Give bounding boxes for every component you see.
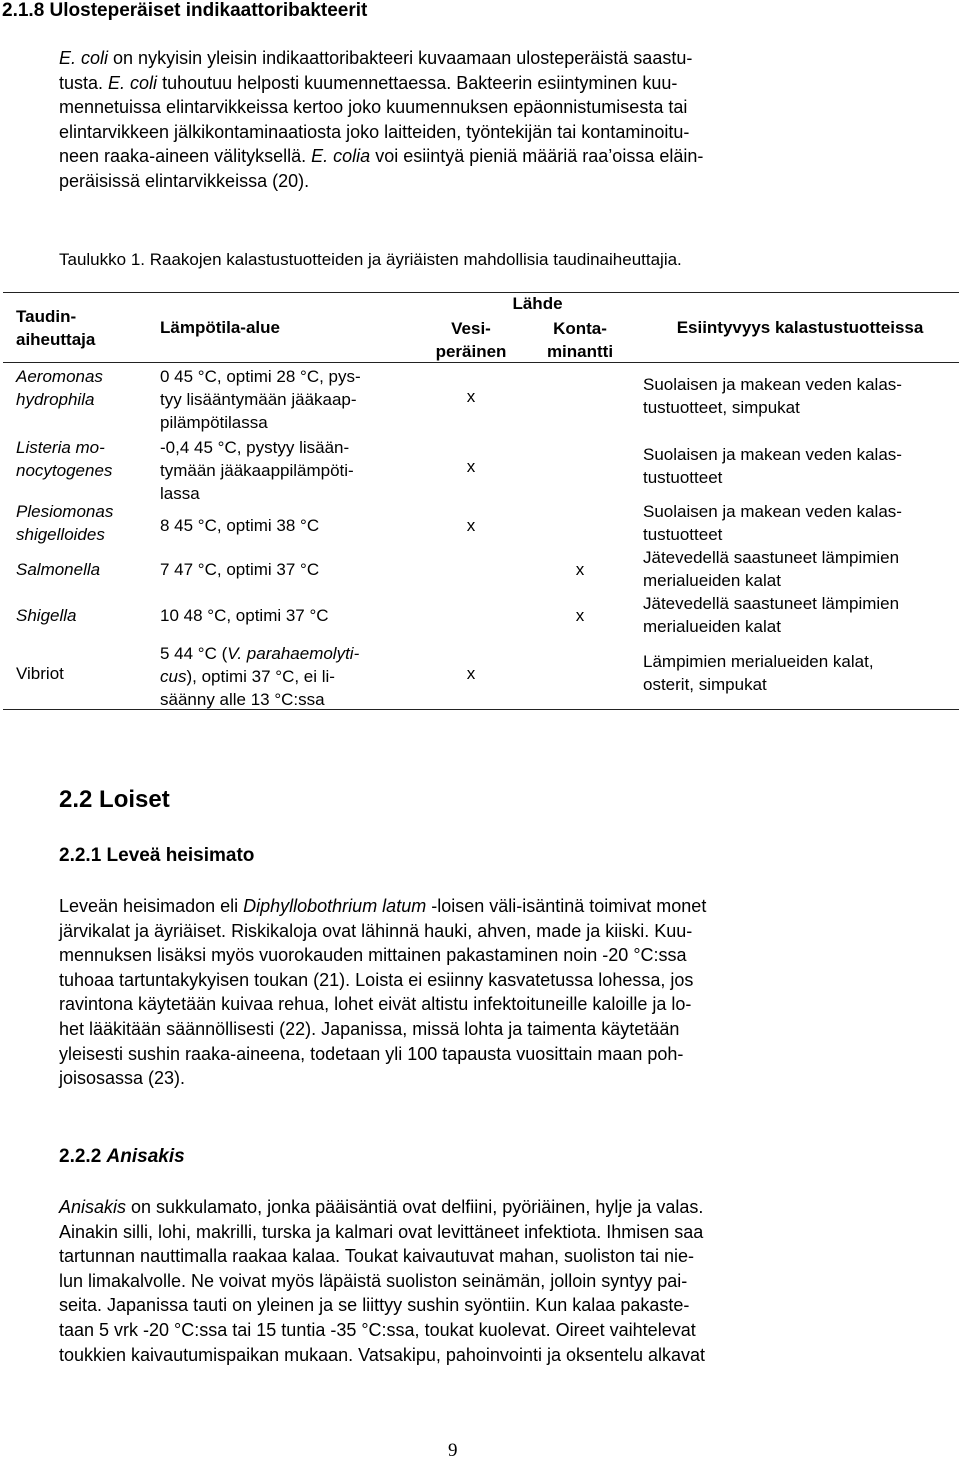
section-heading-2-2-1: 2.2.1 Leveä heisimato	[59, 845, 255, 866]
paragraph-broad-tapeworm	[59, 894, 853, 1091]
text-line: ravintona käytetään kuivaa rehua, lohet eivät altistu infektoituneille kaloille ja lo-	[59, 994, 692, 1015]
section-heading-2-1-8: 2.1.8 Ulosteperäiset indikaattoribakteerit	[2, 0, 368, 21]
text-line: tartunnan nauttimalla raakaa kalaa. Toukat kaivautuvat mahan, suoliston tai nie-	[59, 1246, 695, 1267]
row-temperature: 7 47 °C, optimi 37 °C	[160, 560, 320, 579]
row-occurrence: Suolaisen ja makean veden kalas- tustuotteet	[643, 445, 902, 487]
row-water-borne-mark: x	[466, 457, 476, 476]
text-line: yleisesti sushin raaka-aineena, todetaan yli 100 tapausta vuosittain maan poh-	[59, 1043, 684, 1064]
text-line: Leveän heisimadon eli Diphyllobothrium latum -loisen väli-isäntinä toimivat monet	[59, 896, 707, 916]
text-line: 5 44 °C (V. parahaemolyti-	[160, 644, 360, 663]
text-line: cus), optimi 37 °C, ei li-	[160, 667, 335, 686]
text-line: taan 5 vrk -20 °C:ssa tai 15 tuntia -35 °C:ssa, toukat kuolevat. Oireet vaihtelevat	[59, 1319, 696, 1340]
header-occurrence: Esiintyvyys kalastustuotteissa	[676, 318, 924, 337]
paragraph-anisakis	[59, 1195, 853, 1367]
row-water-borne-mark: x	[466, 516, 476, 535]
section-heading-2-2: 2.2 Loiset	[59, 786, 170, 813]
row-pathogen: Salmonella	[16, 560, 101, 579]
text-line: mennuksen lisäksi myös vuorokauden mittainen pakastaminen noin -20 °C:ssa	[59, 945, 687, 966]
header-pathogen: Taudin- aiheuttaja	[16, 307, 96, 349]
header-source: Lähde	[512, 294, 563, 313]
text-line: Anisakis on sukkulamato, jonka pääisäntiä ovat delfiini, pyöriäinen, hylje ja valas.	[59, 1197, 704, 1217]
row-pathogen: Shigella	[16, 606, 77, 625]
row-temperature: -0,4 45 °C, pystyy lisään- tymään jääkaappilämpöti- lassa	[160, 438, 354, 503]
row-pathogen: Listeria mo- nocytogenes	[16, 438, 113, 480]
row-water-borne-mark: x	[466, 664, 476, 683]
row-contaminant-mark: x	[575, 606, 585, 625]
text-line: peräisissä elintarvikkeissa (20).	[59, 170, 310, 191]
text-line: elintarvikkeen jälkikontaminaatiosta joko laitteiden, työntekijän tai kontaminoitu-	[59, 121, 690, 142]
page-number: 9	[448, 1440, 458, 1461]
text-line: säänny alle 13 °C:ssa	[160, 690, 325, 709]
table-bottom-rule	[3, 709, 959, 710]
row-water-borne-mark: x	[466, 387, 476, 406]
pathogen-table	[0, 0, 960, 720]
table-caption: Taulukko 1. Raakojen kalastustuotteiden ja äyriäisten mahdollisia taudinaiheuttajia.	[59, 250, 682, 269]
row-temperature: 0 45 °C, optimi 28 °C, pys- tyy lisääntymään jääkaap- pilämpötilassa	[160, 367, 361, 432]
text-line: mennetuissa elintarvikkeissa kertoo joko kuumennuksen epäonnistumisesta tai	[59, 97, 688, 118]
header-temperature: Lämpötila-alue	[160, 318, 280, 337]
row-pathogen: Aeromonas hydrophila	[16, 367, 103, 409]
text-line: Ainakin silli, lohi, makrilli, turska ja kalmari ovat levittäneet infektiota. Ihmisen saa	[59, 1221, 704, 1242]
text-line: E. coli on nykyisin yleisin indikaattoribakteeri kuvaamaan ulosteperäistä saastu-	[59, 48, 693, 68]
text-line: järvikalat ja äyriäiset. Riskikaloja ovat lähinnä hauki, ahven, made ja kiiski. Kuu-	[59, 920, 693, 941]
text-line: lun limakalvolle. Ne voivat myös läpäistä suoliston seinämän, jolloin syntyy pai-	[59, 1270, 688, 1291]
text-line: tusta. E. coli tuhoutuu helposti kuumennettaessa. Bakteerin esiintyminen kuu-	[59, 72, 678, 93]
row-occurrence: Jätevedellä saastuneet lämpimien merialueiden kalat	[643, 594, 900, 636]
row-contaminant-mark: x	[575, 560, 585, 579]
row-occurrence: Lämpimien merialueiden kalat, osterit, simpukat	[643, 652, 874, 694]
row-pathogen: Plesiomonas shigelloides	[16, 502, 114, 544]
text-line: seita. Japanissa tauti on yleinen ja se liittyy sushin syöntiin. Kun kalaa pakaste-	[59, 1295, 690, 1316]
header-water-borne: Vesi- peräinen	[435, 319, 507, 361]
text-line: joisosassa (23).	[59, 1068, 186, 1089]
row-occurrence: Suolaisen ja makean veden kalas- tustuotteet, simpukat	[643, 375, 902, 417]
text-line: neen raaka-aineen välityksellä. E. colia voi esiintyä pieniä määriä raa’oissa eläin-	[59, 146, 704, 167]
header-contaminant: Konta- minantti	[546, 319, 614, 361]
text-line: het lääkitään säännöllisesti (22). Japanissa, missä lohta ja taimenta käytetään	[59, 1018, 680, 1039]
row-occurrence: Suolaisen ja makean veden kalas- tustuotteet	[643, 502, 902, 544]
row-temperature: 8 45 °C, optimi 38 °C	[160, 516, 320, 535]
section-heading-2-2-2: 2.2.2 Anisakis	[59, 1146, 185, 1167]
row-temperature	[160, 642, 359, 711]
text-line: toukkien kaivautumispaikan mukaan. Vatsakipu, pahoinvointi ja oksentelu alkavat	[59, 1344, 706, 1365]
row-pathogen: Vibriot	[16, 664, 64, 683]
text-line: tuhoaa tartuntakykyisen toukan (21). Loista ei esiinny kasvatetussa lohessa, jos	[59, 969, 694, 990]
row-temperature: 10 48 °C, optimi 37 °C	[160, 606, 329, 625]
row-occurrence: Jätevedellä saastuneet lämpimien merialueiden kalat	[643, 548, 900, 590]
